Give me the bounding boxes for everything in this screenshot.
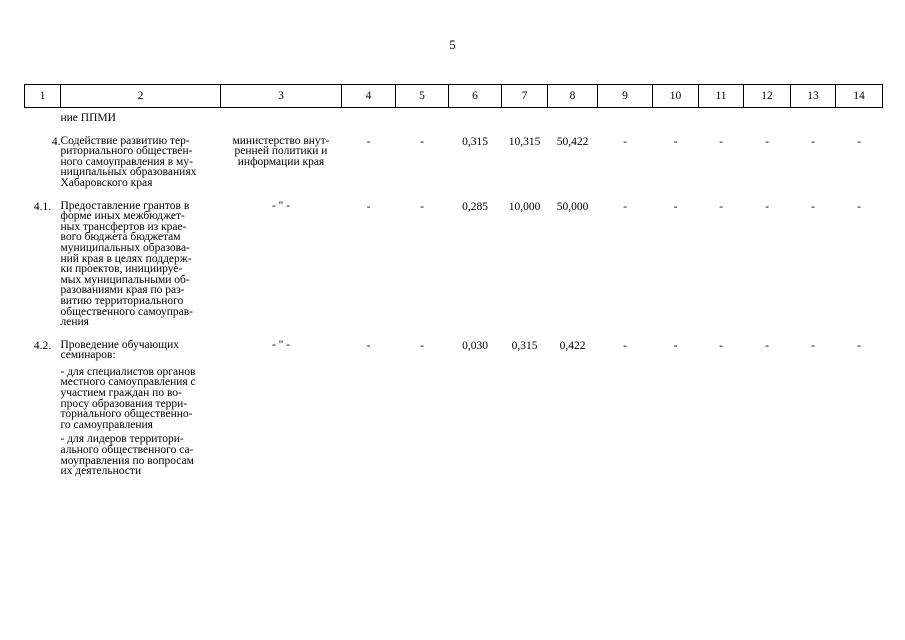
row-number: 4.1. [33,200,52,213]
column-header-14: 14 [836,85,883,108]
value-cell-col-6: 0,315 [462,135,488,148]
responsible-text: - " - [271,199,291,212]
responsible-text: министерство внут- ренней политики и информации края [232,134,330,168]
column-header-12: 12 [744,85,791,108]
value-cell-col-14: - [857,200,861,213]
value-cell-col-13: - [811,339,815,352]
value-cell-col-5: - [420,200,424,213]
page-number: 5 [449,37,456,52]
value-cell-col-12: - [765,135,769,148]
row-description [61,340,221,477]
value-cell-col-12: - [765,200,769,213]
column-number-header-row [25,85,883,108]
column-header-7: 7 [502,85,548,108]
value-cell-col-9: - [623,200,627,213]
value-cell-col-9: - [623,135,627,148]
row-description [61,136,221,189]
description-text: Проведение обучающих семинаров: [60,338,180,362]
column-header-3: 3 [221,85,342,108]
value-cell-col-6: 0,285 [462,200,488,213]
value-cell-col-7: 0,315 [511,339,538,352]
value-cell-col-4: - [366,135,371,148]
value-cell-col-10: - [673,135,678,148]
column-header-13: 13 [791,85,836,108]
column-header-11: 11 [699,85,744,108]
value-cell-col-10: - [673,200,678,213]
responsible-executor [221,201,342,328]
column-header-9: 9 [598,85,653,108]
value-cell-col-14: - [857,339,861,352]
sub-item-leaders: - для лидеров территори- ального общественного са- моуправления по вопросам их деятельности [60,433,194,478]
value-cell-col-4: - [366,200,371,213]
description-text: Содействие развитию тер- риториального обществен- ного самоуправления в му- ниципальных образованиях Хабаровского края [60,134,197,189]
column-header-8: 8 [548,85,598,108]
column-header-1: 1 [25,85,61,108]
value-cell-col-6: 0,030 [462,339,488,352]
value-cell-col-5: - [420,339,424,352]
value-cell-col-4: - [366,339,371,352]
row-number: 4.2. [33,339,52,352]
value-cell-col-13: - [811,200,815,213]
responsible-text: - " - [271,338,291,351]
value-cell-col-14: - [857,135,861,148]
continuation-row [25,108,883,124]
responsible-executor [221,340,342,477]
value-cell-col-11: - [719,135,723,148]
row-description [61,201,221,328]
row-number: 4. [51,135,61,148]
table-row [25,136,883,189]
value-cell-col-8: 50,422 [556,135,589,148]
responsible-executor [221,136,342,189]
column-header-6: 6 [449,85,502,108]
column-header-4: 4 [342,85,396,108]
column-header-5: 5 [396,85,449,108]
value-cell-col-7: 10,000 [508,200,541,213]
value-cell-col-10: - [673,339,678,352]
value-cell-col-8: 0,422 [559,339,586,352]
value-cell-col-13: - [811,135,815,148]
value-cell-col-7: 10,315 [508,135,541,148]
column-header-10: 10 [653,85,699,108]
column-header-2: 2 [61,85,221,108]
table-row [25,340,883,477]
value-cell-col-11: - [719,339,723,352]
value-cell-col-11: - [719,200,723,213]
sub-item-specialists: - для специалистов органов местного самоуправления с участием граждан по во- просу образования терри- ториального общественно- го самоуправления [60,365,196,431]
value-cell-col-12: - [765,339,769,352]
value-cell-col-9: - [623,339,627,352]
value-cell-col-5: - [420,135,424,148]
table-row [25,201,883,328]
value-cell-col-8: 50,000 [556,200,589,213]
description-text: Предоставление грантов в форме иных межбюджет- ных трансфертов из крае- вого бюджета бюджетам муниципальных образова- ний края в целях поддерж- ки проектов, инициируе- мых муниципальными об- разованиями края по раз- витию территориального общественного самоуправ- ления [60,199,194,329]
program-table [24,84,883,477]
continuation-text: ние ППМИ [60,112,116,124]
